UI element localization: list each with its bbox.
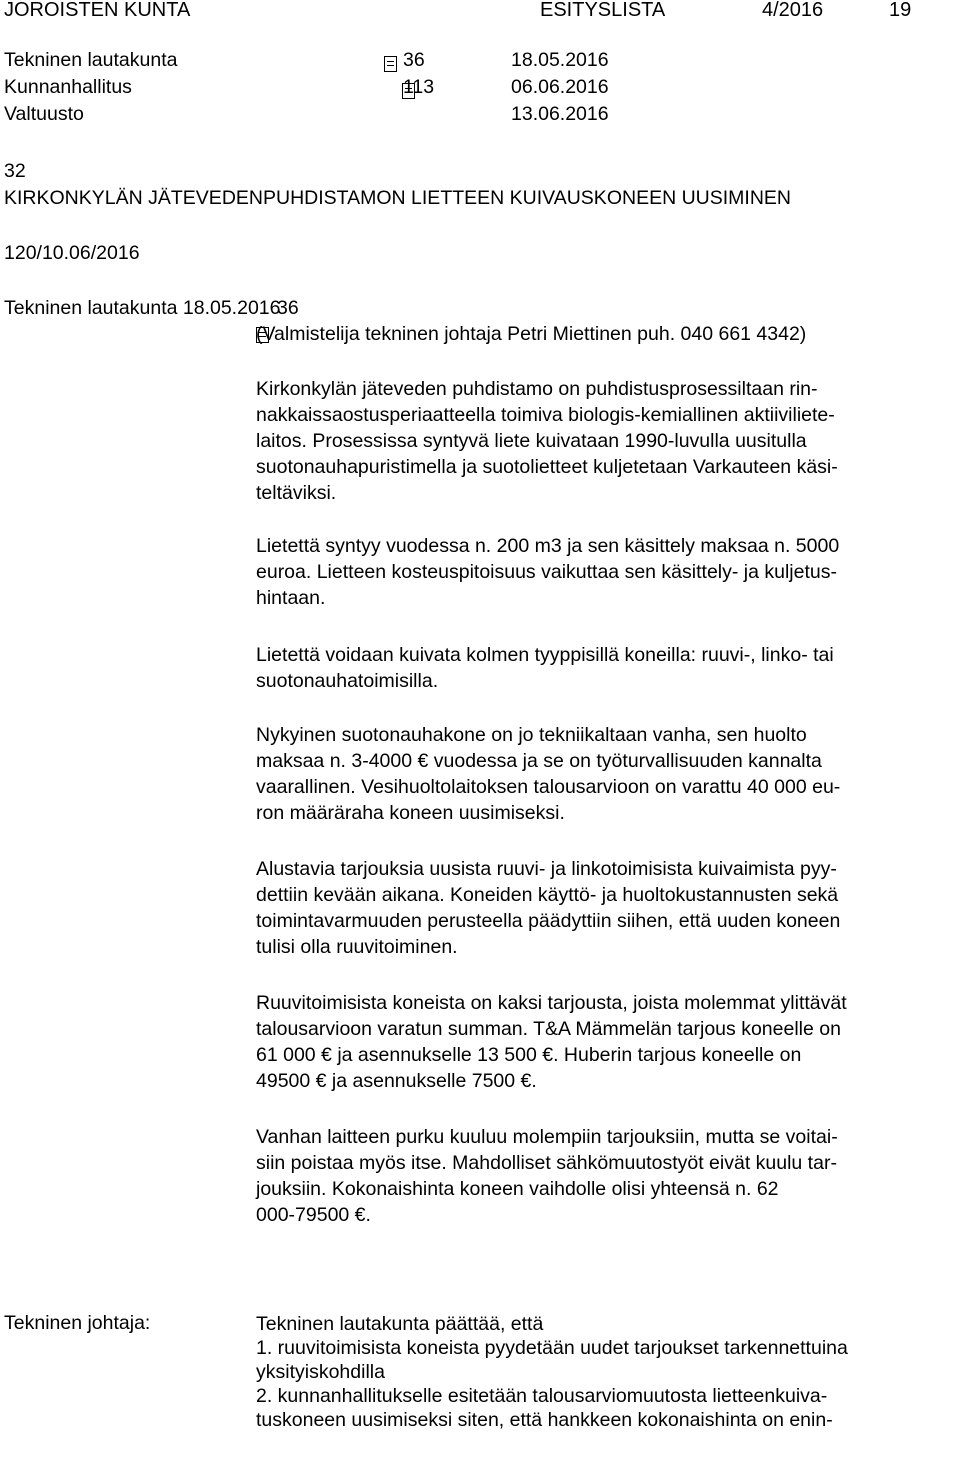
meeting-date: 13.06.2016 <box>511 103 609 125</box>
paragraph <box>256 856 956 960</box>
proposal-label: Tekninen johtaja: <box>4 1312 151 1334</box>
paragraph-line: Lietettä voidaan kuivata kolmen tyyppisillä koneilla: ruuvi-, linko- tai <box>256 644 834 666</box>
paragraph-line: Kirkonkylän jäteveden puhdistamo on puhdistusprosessiltaan rin- <box>256 378 818 400</box>
paragraph-line: Ruuvitoimisista koneista on kaksi tarjousta, joista molemmat ylittävät <box>256 992 847 1014</box>
paragraph-line: toimintavarmuuden perusteella päädyttiin siihen, että uuden koneen <box>256 910 841 932</box>
paragraph <box>256 722 956 826</box>
proposal-line: yksityiskohdilla <box>256 1361 385 1383</box>
paragraph <box>256 376 956 506</box>
paragraph-line: nakkaissaostusperiaatteella toimiva biologis-kemiallinen aktiiviliete- <box>256 404 835 426</box>
paragraph-line: Nykyinen suotonauhakone on jo tekniikaltaan vanha, sen huolto <box>256 724 807 746</box>
paragraph <box>256 1124 956 1228</box>
municipality-name: JOROISTEN KUNTA <box>4 0 191 21</box>
issue-number: 4/2016 <box>762 0 824 21</box>
paragraph-line: ron määräraha koneen uusimiseksi. <box>256 802 565 824</box>
paragraph-line: teltäviksi. <box>256 482 337 504</box>
meeting-body: Tekninen lautakunta <box>4 49 178 71</box>
document-icon[interactable] <box>384 56 397 72</box>
paragraph-line: 49500 € ja asennukselle 7500 €. <box>256 1070 537 1092</box>
meeting-body: Kunnanhallitus <box>4 76 132 98</box>
proposal-text <box>256 1312 956 1432</box>
paragraph <box>256 533 956 611</box>
section-body-date: Tekninen lautakunta 18.05.2016 <box>4 297 281 319</box>
paragraph-line: tulisi olla ruuvitoiminen. <box>256 936 458 958</box>
paragraph-line: 61 000 € ja asennukselle 13 500 €. Huberin tarjous koneelle on <box>256 1044 802 1066</box>
page-number: 19 <box>889 0 912 21</box>
meeting-date: 18.05.2016 <box>511 49 609 71</box>
meeting-number: 113 <box>403 76 435 98</box>
paragraph-line: vaarallinen. Vesihuoltolaitoksen talousarvioon on varattu 40 000 eu- <box>256 776 841 798</box>
paragraph-line: dettiin kevään aikana. Koneiden käyttö- ja huoltokustannusten sekä <box>256 884 839 906</box>
section-number: 36 <box>277 297 299 319</box>
paragraph-line: hintaan. <box>256 587 326 609</box>
proposal-line: tuskoneen uusimiseksi siten, että hankkeen kokonaishinta on enin- <box>256 1409 833 1431</box>
paragraph-line: siin poistaa myös itse. Mahdolliset sähkömuutostyöt eivät kuulu tar- <box>256 1152 837 1174</box>
paragraph-line: Alustavia tarjouksia uusista ruuvi- ja linkotoimisista kuivaimista pyy- <box>256 858 837 880</box>
paragraph <box>256 990 956 1094</box>
meeting-date: 06.06.2016 <box>511 76 609 98</box>
paragraph <box>256 642 956 694</box>
proposal-line: 2. kunnanhallitukselle esitetään talousarviomuutosta lietteenkuiva- <box>256 1385 828 1407</box>
preparer-line: (Valmistelija tekninen johtaja Petri Miettinen puh. 040 661 4342) <box>256 323 807 345</box>
proposal-line: 1. ruuvitoimisista koneista pyydetään uudet tarjoukset tarkennettuina <box>256 1337 848 1359</box>
paragraph-line: suotonauhapuristimella ja suotolietteet kuljetetaan Varkauteen käsi- <box>256 456 838 478</box>
item-number: 32 <box>4 160 26 182</box>
paragraph-line: jouksiin. Kokonaishinta koneen vaihdolle olisi yhteensä n. 62 <box>256 1178 779 1200</box>
diary-number: 120/10.06/2016 <box>4 242 140 264</box>
paragraph-line: laitos. Prosessissa syntyvä liete kuivataan 1990-luvulla uusitulla <box>256 430 807 452</box>
paragraph-line: talousarvioon varatun summan. T&A Mämmelän tarjous koneelle on <box>256 1018 841 1040</box>
paragraph-line: euroa. Lietteen kosteuspitoisuus vaikuttaa sen käsittely- ja kuljetus- <box>256 561 837 583</box>
paragraph-line: maksaa n. 3-4000 € vuodessa ja se on työturvallisuuden kannalta <box>256 750 822 772</box>
document-type: ESITYSLISTA <box>540 0 666 21</box>
paragraph-line: Vanhan laitteen purku kuuluu molempiin tarjouksiin, mutta se voitai- <box>256 1126 838 1148</box>
proposal-line: Tekninen lautakunta päättää, että <box>256 1313 544 1335</box>
paragraph-line: Lietettä syntyy vuodessa n. 200 m3 ja sen käsittely maksaa n. 5000 <box>256 535 840 557</box>
meeting-body: Valtuusto <box>4 103 84 125</box>
item-title: KIRKONKYLÄN JÄTEVEDENPUHDISTAMON LIETTEEN KUIVAUSKONEEN UUSIMINEN <box>4 187 791 209</box>
paragraph-line: 000-79500 €. <box>256 1204 371 1226</box>
paragraph-line: suotonauhatoimisilla. <box>256 670 439 692</box>
meeting-number: 36 <box>403 49 425 71</box>
